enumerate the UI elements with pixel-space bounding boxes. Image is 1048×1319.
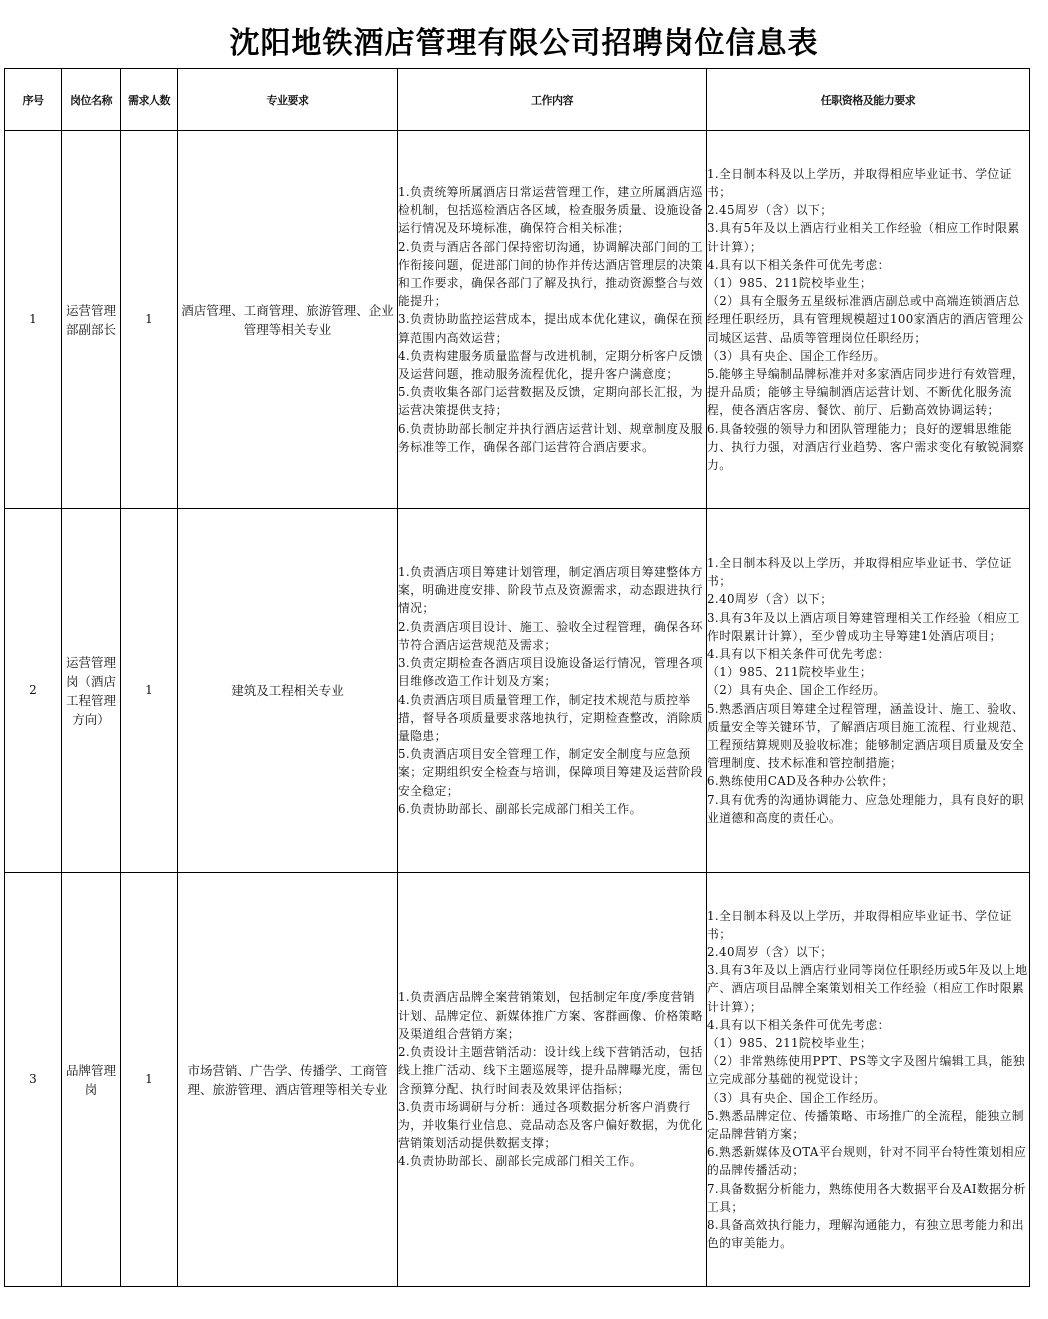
qualifications (707, 509, 1030, 873)
job-duties (398, 131, 707, 509)
row-no: 3 (5, 873, 62, 1287)
table-row (5, 873, 1030, 1287)
header-row (5, 69, 1030, 131)
header-count: 需求人数 (121, 69, 178, 131)
position-name: 品牌管理岗 (62, 873, 121, 1287)
qualifications-text: 1.全日制本科及以上学历，并取得相应毕业证书、学位证书； 2.45周岁（含）以下； 3.具有5年及以上酒店行业相关工作经验（相应工作时限累计计算）； 4.具有以下相关条件可优先考虑： （1）985、211院校毕业生； （2）具有全服务五星级标准酒店副总或中高端连锁酒店总经理任职经历，具有管理规模超过100家酒店的酒店管理公司城区运营、品质等管理岗位任职经历； （3）具有央企、国企工作经历。 5.能够主导编制品牌标准并对多家酒店同步进行有效管理，提升品质；能够主导编制酒店运营计划、不断优化服务流程，使各酒店客房、餐饮、前厅、后勤高效协调运转； 6.具备较强的领导力和团队管理能力；良好的逻辑思维能力、执行力强，对酒店行业趋势、客户需求变化有敏锐洞察力。 (707, 166, 1025, 473)
header-duties: 工作内容 (398, 69, 707, 131)
job-duties-text: 1.负责统筹所属酒店日常运营管理工作，建立所属酒店巡检机制，包括巡检酒店各区域，检查服务质量、设施设备运行情况及环境标准，确保符合相关标准； 2.负责与酒店各部门保持密切沟通，协调解决部门间的工作衔接问题，促进部门间的协作并传达酒店管理层的决策和工作要求，确保各部门了解及执行，推动资源整合与效能提升； 3.负责协助监控运营成本，提出成本优化建议，确保在预算范围内高效运营； 4.负责构建服务质量监督与改进机制，定期分析客户反馈及运营问题，推动服务流程优化，提升客户满意度； 5.负责收集各部门运营数据及反馈，定期向部长汇报，为运营决策提供支持； 6.负责协助部长制定并执行酒店运营计划、规章制度及服务标准等工作，确保各部门运营符合酒店要求。 (398, 184, 703, 454)
qualifications-text: 1.全日制本科及以上学历，并取得相应毕业证书、学位证书； 2.40周岁（含）以下； 3.具有3年及以上酒店行业同等岗位任职经历或5年及以上地产、酒店项目品牌全案策划相关工作经验（相应工作时限累计计算）； 4.具有以下相关条件可优先考虑： （1）985、211院校毕业生； （2）非常熟练使用PPT、PS等文字及图片编辑工具，能独立完成部分基础的视觉设计； （3）具有央企、国企工作经历。 5.熟悉品牌定位、传播策略、市场推广的全流程，能独立制定品牌营销方案； 6.熟悉新媒体及OTA平台规则，针对不同平台特性策划相应的品牌传播活动； 7.具备数据分析能力，熟练使用各大数据平台及AI数据分析工具； 8.具备高效执行能力，理解沟通能力，有独立思考能力和出色的审美能力。 (707, 908, 1028, 1251)
header-major: 专业要求 (178, 69, 398, 131)
position-name: 运营管理部副部长 (62, 131, 121, 509)
headcount: 1 (121, 131, 178, 509)
position-name: 运营管理岗（酒店工程管理方向） (62, 509, 121, 873)
row-no: 1 (5, 131, 62, 509)
page-title: 沈阳地铁酒店管理有限公司招聘岗位信息表 (229, 26, 819, 61)
major-requirement: 市场营销、广告学、传播学、工商管理、旅游管理、酒店管理等相关专业 (178, 873, 398, 1287)
major-requirement: 酒店管理、工商管理、旅游管理、企业管理等相关专业 (178, 131, 398, 509)
major-requirement: 建筑及工程相关专业 (178, 509, 398, 873)
row-no: 2 (5, 509, 62, 873)
job-duties (398, 509, 707, 873)
job-duties (398, 873, 707, 1287)
qualifications-text: 1.全日制本科及以上学历，并取得相应毕业证书、学位证书； 2.40周岁（含）以下； 3.具有3年及以上酒店项目筹建管理相关工作经验（相应工作时限累计计算），至少曾成功主导筹建1处酒店项目； 4.具有以下相关条件可优先考虑： （1）985、211院校毕业生； （2）具有央企、国企工作经历。 5.熟悉酒店项目筹建全过程管理，涵盖设计、施工、验收、质量安全等关键环节，了解酒店项目施工流程、行业规范、工程预结算规则及验收标准；能够制定酒店项目质量及安全管理制度、技术标准和管控制措施； 6.熟练使用CAD及各种办公软件； 7.具有优秀的沟通协调能力、应急处理能力，具有良好的职业道德和高度的责任心。 (707, 555, 1025, 825)
job-duties-text: 1.负责酒店项目筹建计划管理，制定酒店项目筹建整体方案，明确进度安排、阶段节点及资源需求，动态跟进执行情况； 2.负责酒店项目设计、施工、验收全过程管理，确保各环节符合酒店运营规范及需求； 3.负责定期检查各酒店项目设施设备运行情况，管理各项目维修改造工作计划及方案； 4.负责酒店项目质量管理工作，制定技术规范与质控举措，督导各项质量要求落地执行，定期检查整改，消除质量隐患； 5.负责酒店项目安全管理工作，制定安全制度与应急预案；定期组织安全检查与培训，保障项目筹建及运营阶段安全稳定； 6.负责协助部长、副部长完成部门相关工作。 (398, 565, 703, 816)
job-duties-text: 1.负责酒店品牌全案营销策划，包括制定年度/季度营销计划、品牌定位、新媒体推广方案、客群画像、价格策略及渠道组合营销方案； 2.负责设计主题营销活动：设计线上线下营销活动，包括线上推广活动、线下主题巡展等，提升品牌曝光度，需包含预算分配、执行时间表及效果评估指标； 3.负责市场调研与分析：通过各项数据分析客户消费行为，并收集行业信息、竞品动态及客户偏好数据，为优化营销策划活动提供数据支撑； 4.负责协助部长、副部长完成部门相关工作。 (398, 990, 703, 1169)
headcount: 1 (121, 509, 178, 873)
table-row (5, 131, 1030, 509)
table-row (5, 509, 1030, 873)
header-requirements: 任职资格及能力要求 (707, 69, 1030, 131)
header-no: 序号 (5, 69, 62, 131)
qualifications (707, 873, 1030, 1287)
qualifications (707, 131, 1030, 509)
headcount: 1 (121, 873, 178, 1287)
header-position: 岗位名称 (62, 69, 121, 131)
recruitment-table (4, 68, 1030, 1287)
